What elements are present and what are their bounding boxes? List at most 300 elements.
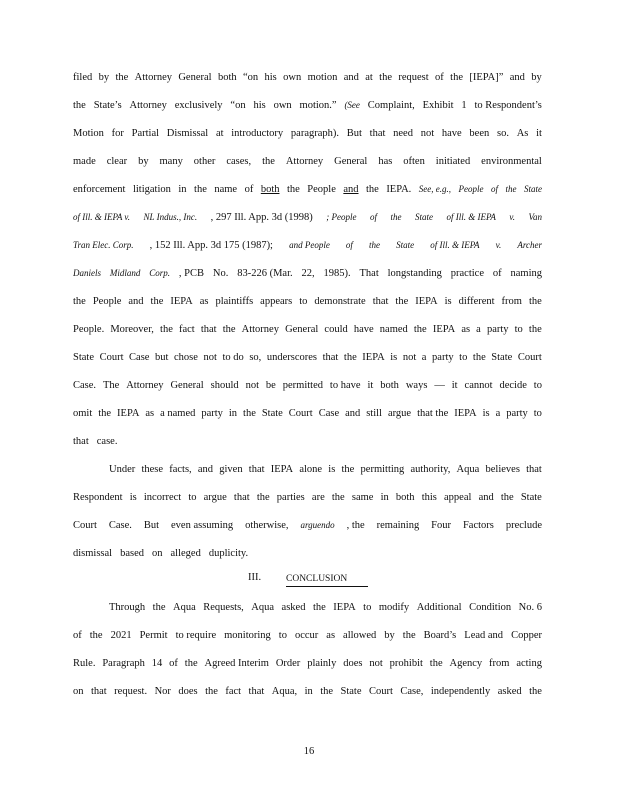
word: at: [215, 128, 224, 139]
word: Nor: [154, 686, 171, 697]
word: of: [369, 212, 377, 222]
word: v.: [495, 240, 502, 250]
word: IEPA: [415, 296, 438, 307]
word: Corp.: [149, 268, 171, 278]
word: as: [145, 408, 155, 419]
word: NL Indus., Inc.: [143, 212, 198, 222]
word: 22,: [301, 268, 315, 279]
word: parties: [276, 492, 305, 503]
word: is: [482, 408, 490, 419]
word: Court: [288, 408, 313, 419]
word: the: [286, 184, 300, 195]
word: by: [531, 72, 542, 83]
text-line: [73, 324, 542, 335]
word: Requests,: [203, 602, 244, 613]
word: not: [203, 352, 217, 363]
word: Court: [368, 686, 393, 697]
word: that: [248, 464, 265, 475]
word: the: [243, 408, 256, 419]
word: State: [491, 352, 513, 363]
word: the: [343, 352, 357, 363]
word: have: [353, 324, 374, 335]
text-line: [73, 184, 542, 195]
word: is: [390, 352, 398, 363]
text-line: [73, 658, 542, 669]
word: 2021: [110, 630, 132, 641]
word: 1: [461, 100, 467, 111]
word: both: [380, 380, 399, 391]
word: Daniels: [73, 268, 101, 278]
word: be: [265, 380, 276, 391]
word: and: [345, 408, 361, 419]
word: monitoring: [224, 630, 271, 641]
word: been: [469, 128, 490, 139]
word: prohibit: [389, 658, 423, 669]
word: to: [278, 630, 287, 641]
word: of Ill. & IEPA: [430, 240, 480, 250]
word: party: [432, 352, 454, 363]
word: for: [111, 128, 124, 139]
word: not: [420, 128, 435, 139]
word: is: [328, 464, 336, 475]
word: does: [343, 658, 363, 669]
word: practice: [450, 268, 484, 279]
word: and: [343, 184, 359, 195]
word: State: [340, 686, 362, 697]
word: that: [248, 686, 265, 697]
word: many: [159, 156, 183, 167]
word: Case.: [108, 520, 132, 531]
word: have: [441, 128, 462, 139]
word: independently: [430, 686, 491, 697]
word: Tran Elec. Corp.: [73, 240, 134, 250]
word: the: [505, 184, 517, 194]
word: exclusively: [174, 100, 223, 111]
word: party: [506, 408, 528, 419]
word: , 152 Ill. App. 3d 175 (1987);: [149, 240, 273, 251]
word: Van: [528, 212, 542, 222]
word: Case,: [400, 686, 424, 697]
word: IEPA: [362, 352, 385, 363]
word: “on: [242, 72, 259, 83]
word: cannot: [464, 380, 493, 391]
word: that: [369, 128, 386, 139]
word: Exhibit: [422, 100, 454, 111]
word: , the: [346, 520, 365, 531]
word: the: [152, 602, 166, 613]
word: these: [141, 464, 164, 475]
word: motion.”: [299, 100, 337, 111]
word: See, e.g.,: [418, 184, 452, 194]
word: of: [244, 184, 254, 195]
word: still: [366, 408, 382, 419]
word: Attorney: [126, 380, 164, 391]
word: incorrect: [143, 492, 182, 503]
word: in: [228, 408, 238, 419]
word: the: [379, 72, 392, 83]
word: IEPA: [333, 602, 356, 613]
word: That: [359, 268, 379, 279]
word: allowed: [343, 630, 377, 641]
word: Attorney: [241, 324, 279, 335]
word: introductory: [231, 128, 284, 139]
word: ways: [405, 380, 428, 391]
word: that the: [417, 408, 449, 419]
word: as: [461, 324, 471, 335]
word: are: [311, 492, 325, 503]
word: Court: [517, 352, 542, 363]
word: and: [343, 72, 359, 83]
word: request.: [114, 686, 148, 697]
word: the: [366, 184, 379, 195]
word: State: [415, 212, 434, 222]
word: the: [529, 686, 542, 697]
word: made: [73, 156, 96, 167]
word: of Ill. & IEPA v.: [73, 212, 130, 222]
word: dismissal: [73, 548, 113, 559]
word: Aqua: [251, 602, 275, 613]
word: Paragraph: [102, 658, 145, 669]
word: v.: [509, 212, 515, 222]
text-line: [73, 520, 542, 531]
word: Archer: [517, 240, 542, 250]
word: as: [199, 296, 209, 307]
word: Motion: [73, 128, 104, 139]
word: a: [476, 324, 481, 335]
word: authority,: [410, 464, 451, 475]
text-line: [109, 602, 542, 613]
word: remaining: [376, 520, 420, 531]
word: Attorney: [129, 100, 167, 111]
word: longstanding: [387, 268, 442, 279]
word: the: [98, 408, 112, 419]
word: the: [150, 296, 164, 307]
word: named: [379, 324, 408, 335]
word: case.: [96, 436, 118, 447]
word: of: [435, 72, 444, 83]
text-line: [73, 240, 542, 251]
word: (See: [344, 100, 360, 110]
word: the: [312, 602, 326, 613]
word: The: [102, 380, 120, 391]
word: and: [478, 492, 494, 503]
word: decide: [499, 380, 527, 391]
word: permitted: [282, 380, 323, 391]
word: Additional: [416, 602, 462, 613]
word: it: [451, 380, 458, 391]
word: not: [369, 658, 383, 669]
word: in: [178, 184, 187, 195]
word: Dismissal: [166, 128, 209, 139]
word: the: [369, 240, 381, 250]
word: of: [169, 658, 178, 669]
word: preclude: [505, 520, 542, 531]
word: both: [217, 72, 237, 83]
word: State: [520, 492, 542, 503]
word: his: [253, 100, 266, 111]
word: Agency: [449, 658, 483, 669]
word: Order: [275, 658, 301, 669]
word: that: [322, 352, 339, 363]
word: the: [402, 630, 416, 641]
word: and: [509, 72, 525, 83]
word: Permit: [139, 630, 168, 641]
word: As: [516, 128, 529, 139]
word: both: [395, 492, 415, 503]
word: to: [363, 602, 372, 613]
word: the: [115, 72, 129, 83]
page-number: 16: [303, 746, 315, 757]
word: the: [429, 658, 443, 669]
word: the: [160, 324, 173, 335]
word: by: [384, 630, 395, 641]
word: appeal: [444, 492, 472, 503]
word: Attorney: [134, 72, 172, 83]
word: the: [222, 324, 236, 335]
word: to: [533, 380, 542, 391]
word: does: [178, 686, 198, 697]
text-line: [73, 436, 542, 447]
word: the: [413, 324, 427, 335]
word: at: [365, 72, 373, 83]
word: [IEPA]”: [469, 72, 504, 83]
word: chose: [174, 352, 198, 363]
word: on: [73, 686, 84, 697]
section-number: III.: [248, 572, 262, 583]
word: it: [536, 128, 542, 139]
word: in: [304, 686, 313, 697]
word: the: [450, 72, 463, 83]
word: Lead and: [464, 630, 504, 641]
word: occur: [294, 630, 319, 641]
word: to: [188, 492, 197, 503]
word: it: [367, 380, 374, 391]
word: to: [299, 296, 308, 307]
text-line: [73, 686, 542, 697]
word: to Respondent’s: [474, 100, 542, 111]
word: Moreover,: [110, 324, 154, 335]
word: No. 6: [518, 602, 542, 613]
word: so,: [249, 352, 262, 363]
word: But: [143, 520, 160, 531]
word: to require: [175, 630, 217, 641]
word: both: [260, 184, 280, 195]
word: to have: [329, 380, 361, 391]
word: acting: [516, 658, 542, 669]
word: underscores: [266, 352, 318, 363]
word: demonstrate: [314, 296, 366, 307]
word: the: [528, 296, 542, 307]
text-line: [73, 408, 542, 419]
word: People: [458, 184, 484, 194]
word: this: [421, 492, 437, 503]
word: Condition: [469, 602, 512, 613]
word: own: [273, 100, 292, 111]
word: is: [129, 492, 137, 503]
word: Agreed Interim: [204, 658, 269, 669]
word: IEPA: [117, 408, 140, 419]
word: his: [264, 72, 277, 83]
word: by: [98, 72, 110, 83]
word: Case.: [73, 380, 97, 391]
word: from: [489, 658, 510, 669]
word: different: [458, 296, 495, 307]
word: not: [402, 352, 417, 363]
word: other: [193, 156, 216, 167]
word: 14: [151, 658, 163, 669]
word: a: [421, 352, 427, 363]
word: Complaint,: [367, 100, 415, 111]
word: plaintiffs: [215, 296, 254, 307]
word: General: [285, 324, 319, 335]
word: the: [320, 686, 334, 697]
word: IEPA: [454, 408, 477, 419]
word: that: [200, 324, 217, 335]
word: State: [396, 240, 415, 250]
word: People: [92, 296, 122, 307]
text-line: [73, 492, 542, 503]
word: name: [214, 184, 238, 195]
word: from: [501, 296, 522, 307]
word: , 297 Ill. App. 3d (1998): [210, 212, 313, 223]
word: party: [486, 324, 509, 335]
word: duplicity.: [208, 548, 249, 559]
word: arguendo: [300, 520, 335, 530]
word: of: [491, 184, 499, 194]
word: modify: [378, 602, 410, 613]
word: Case: [129, 352, 150, 363]
word: clear: [106, 156, 128, 167]
word: a named: [160, 408, 196, 419]
word: , PCB: [178, 268, 204, 279]
word: initiated: [435, 156, 471, 167]
word: alone: [299, 464, 323, 475]
word: that: [372, 296, 389, 307]
word: the: [472, 352, 486, 363]
word: Court: [73, 520, 97, 531]
word: the: [395, 296, 409, 307]
word: People: [307, 184, 336, 195]
word: paragraph).: [290, 128, 340, 139]
text-line: [73, 212, 542, 223]
word: Attorney: [285, 156, 324, 167]
word: No.: [212, 268, 229, 279]
word: to: [514, 324, 523, 335]
word: and People: [289, 240, 330, 250]
word: has: [378, 156, 393, 167]
word: but: [155, 352, 169, 363]
word: State: [523, 184, 542, 194]
word: of: [492, 268, 502, 279]
word: ; People: [326, 212, 357, 222]
word: to: [533, 408, 542, 419]
word: request: [398, 72, 429, 83]
word: that: [73, 436, 89, 447]
word: argue: [203, 492, 227, 503]
word: Board’s: [423, 630, 457, 641]
word: could: [324, 324, 348, 335]
word: Rule.: [73, 658, 96, 669]
word: the: [262, 156, 275, 167]
word: IEPA.: [386, 184, 412, 195]
word: given: [219, 464, 243, 475]
text-line: [73, 72, 542, 83]
word: the: [331, 492, 345, 503]
word: a: [495, 408, 501, 419]
word: often: [403, 156, 425, 167]
word: as: [326, 630, 336, 641]
word: that: [90, 686, 107, 697]
word: filed: [73, 72, 93, 83]
word: IEPA: [270, 464, 294, 475]
word: same: [351, 492, 374, 503]
word: Court: [99, 352, 124, 363]
text-line: [73, 296, 542, 307]
word: on: [152, 548, 163, 559]
word: and: [128, 296, 144, 307]
word: of Ill. & IEPA: [446, 212, 496, 222]
word: environmental: [481, 156, 542, 167]
word: fact: [178, 324, 195, 335]
word: State: [73, 352, 94, 363]
text-line: [73, 352, 542, 363]
word: permitting: [360, 464, 405, 475]
word: in: [380, 492, 389, 503]
word: enforcement: [73, 184, 126, 195]
word: asked: [497, 686, 522, 697]
word: appears: [260, 296, 293, 307]
word: Through: [109, 602, 146, 613]
word: is: [444, 296, 452, 307]
word: Case: [318, 408, 340, 419]
word: otherwise,: [245, 520, 289, 531]
word: asked: [281, 602, 306, 613]
word: the: [205, 686, 218, 697]
word: IEPA: [170, 296, 193, 307]
word: General: [178, 72, 212, 83]
word: General: [334, 156, 368, 167]
word: alleged: [170, 548, 201, 559]
word: Under: [109, 464, 136, 475]
word: the: [73, 100, 86, 111]
text-line: [73, 268, 542, 279]
word: Factors: [462, 520, 494, 531]
word: Respondent: [73, 492, 123, 503]
text-line: [73, 100, 542, 111]
word: and: [197, 464, 214, 475]
word: the: [256, 492, 270, 503]
word: the: [184, 658, 198, 669]
word: need: [393, 128, 413, 139]
word: “on: [230, 100, 246, 111]
word: the: [194, 184, 207, 195]
section-title: CONCLUSION: [286, 572, 368, 587]
text-line: [73, 156, 542, 167]
word: IEPA: [432, 324, 456, 335]
word: should: [210, 380, 239, 391]
word: naming: [510, 268, 542, 279]
word: argue: [387, 408, 412, 419]
text-line: [109, 464, 542, 475]
word: even assuming: [171, 520, 234, 531]
word: Four: [431, 520, 452, 531]
text-line: [73, 380, 542, 391]
word: plainly: [307, 658, 337, 669]
word: Aqua: [173, 602, 196, 613]
word: the: [528, 324, 542, 335]
word: that: [526, 464, 542, 475]
word: Partial: [131, 128, 160, 139]
